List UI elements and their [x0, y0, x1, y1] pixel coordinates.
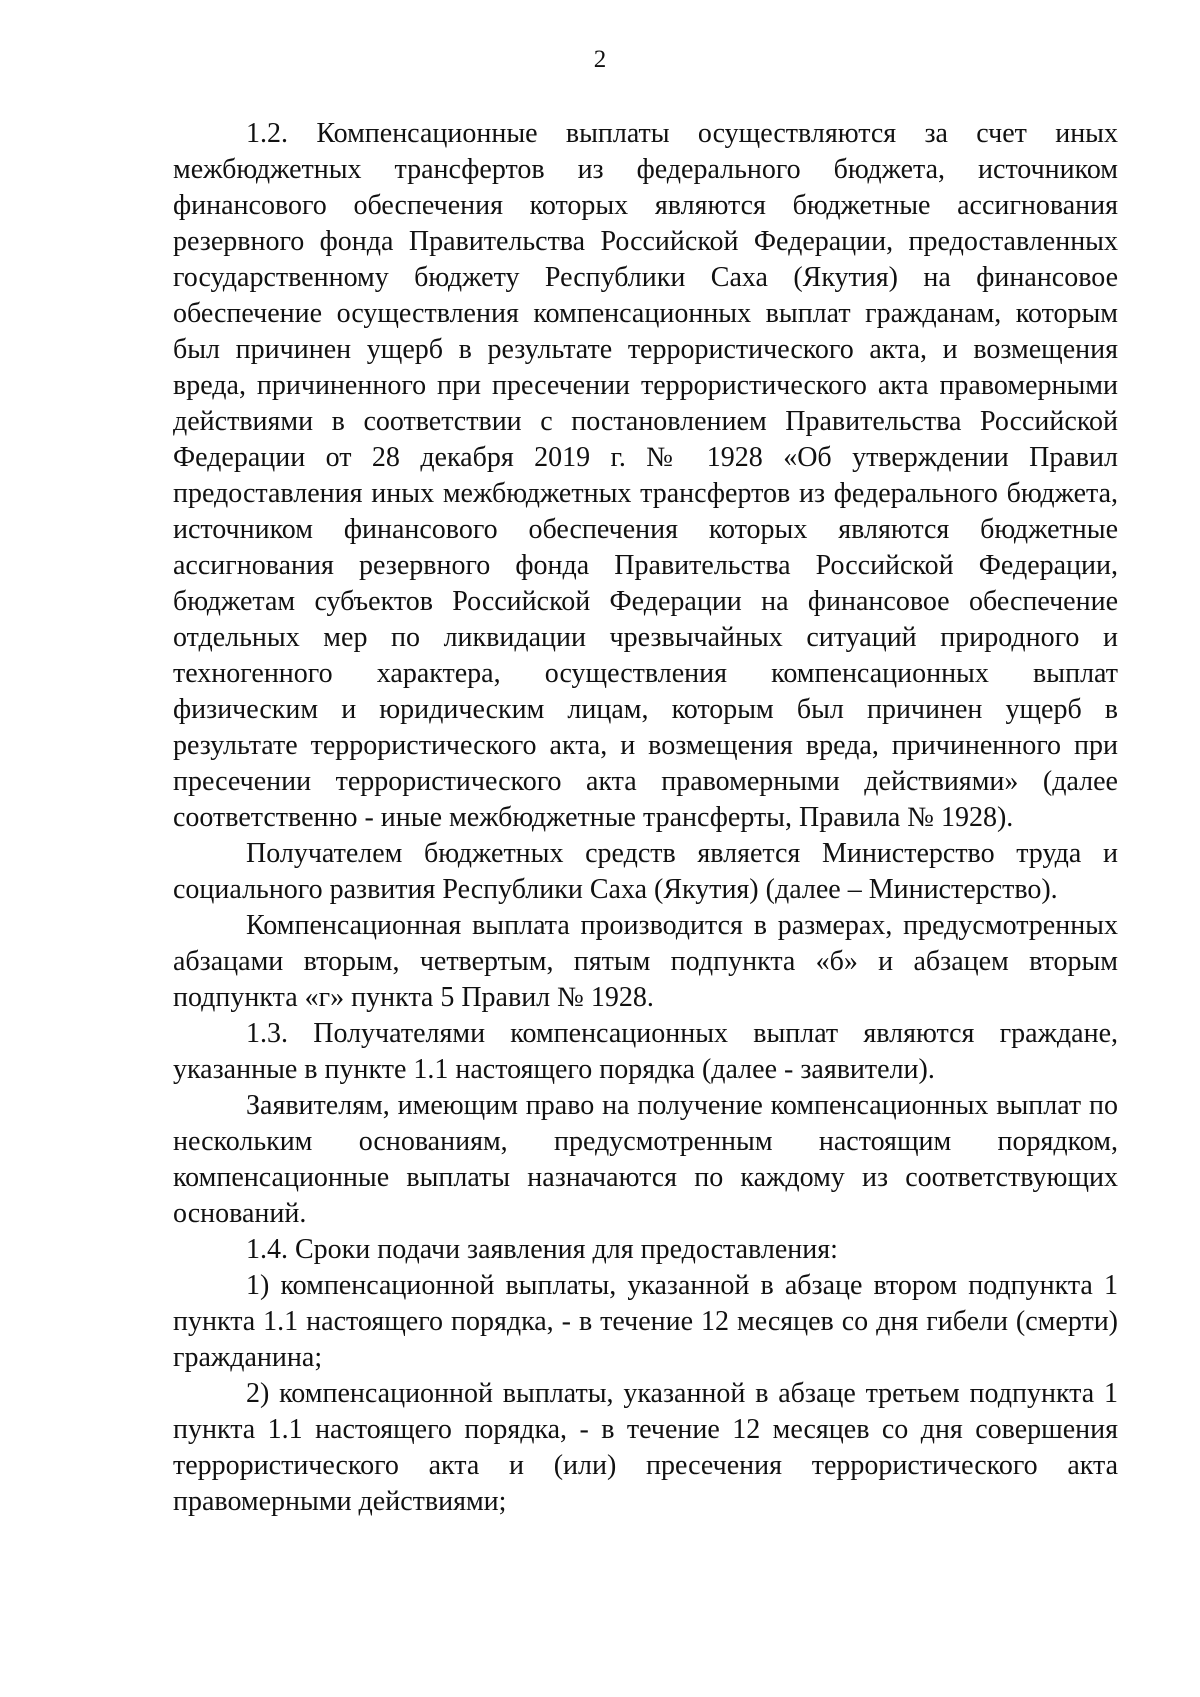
document-body: [173, 116, 1118, 1520]
paragraph-item-2: 2) компенсационной выплаты, указанной в абзаце третьем подпункта 1 пункта 1.1 настоящего порядка, - в течение 12 месяцев со дня совершения террористического акта и (или) пресечения террористического акта правомерными действиями;: [173, 1378, 1118, 1517]
paragraph-item-1: 1) компенсационной выплаты, указанной в абзаце втором подпункта 1 пункта 1.1 настоящего порядка, - в течение 12 месяцев со дня гибели (смерти) гражданина;: [173, 1270, 1118, 1373]
paragraph-1-3: 1.3. Получателями компенсационных выплат являются граждане, указанные в пункте 1.1 настоящего порядка (далее - заявители).: [173, 1018, 1118, 1085]
paragraph-1-2: 1.2. Компенсационные выплаты осуществляются за счет иных межбюджетных трансфертов из федерального бюджета, источником финансового обеспечения которых являются бюджетные ассигнования резервного фонда Правительства Российской Федерации, предоставленных государственному бюджету Республики Саха (Якутия) на финансовое обеспечение осуществления компенсационных выплат гражданам, которым был причинен ущерб в результате террористического акта, и возмещения вреда, причиненного при пресечении террористического акта правомерными действиями в соответствии с постановлением Правительства Российской Федерации от 28 декабря 2019 г. № 1928 «Об утверждении Правил предоставления иных межбюджетных трансфертов из федерального бюджета, источником финансового обеспечения которых являются бюджетные ассигнования резервного фонда Правительства Российской Федерации, бюджетам субъектов Российской Федерации на финансовое обеспечение отдельных мер по ликвидации чрезвычайных ситуаций природного и техногенного характера, осуществления компенсационных выплат физическим и юридическим лицам, которым был причинен ущерб в результате террористического акта, и возмещения вреда, причиненного при пресечении террористического акта правомерными действиями» (далее соответственно - иные межбюджетные трансферты, Правила № 1928).: [173, 118, 1118, 833]
paragraph-1-4: 1.4. Сроки подачи заявления для предоставления:: [246, 1234, 838, 1265]
paragraph-budget-recipient: Получателем бюджетных средств является Министерство труда и социального развития Республики Саха (Якутия) (далее – Министерство).: [173, 838, 1118, 905]
paragraph-multiple-grounds: Заявителям, имеющим право на получение компенсационных выплат по нескольким основаниям, предусмотренным настоящим порядком, компенсационные выплаты назначаются по каждому из соответствующих оснований.: [173, 1090, 1118, 1229]
paragraph-payment-amounts: Компенсационная выплата производится в размерах, предусмотренных абзацами вторым, четвертым, пятым подпункта «б» и абзацем вторым подпункта «г» пункта 5 Правил № 1928.: [173, 910, 1118, 1013]
page-number: 2: [593, 46, 607, 73]
